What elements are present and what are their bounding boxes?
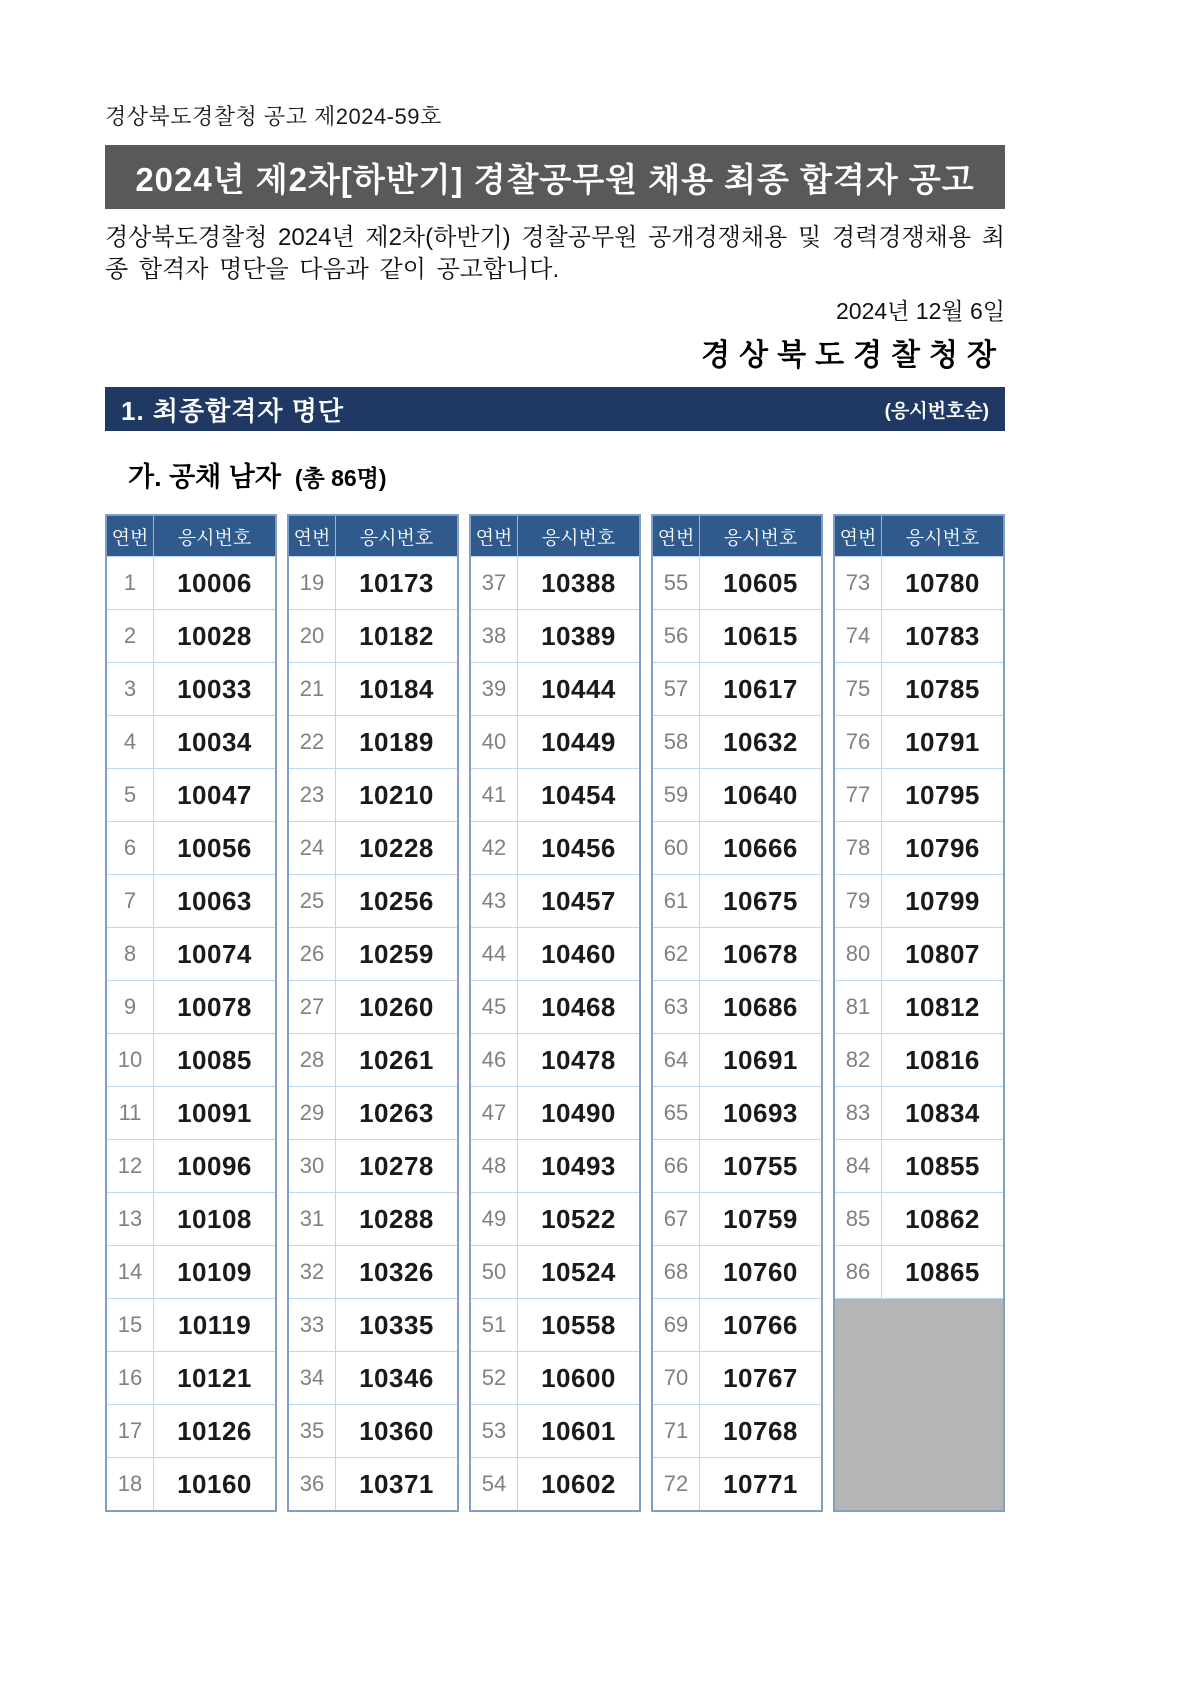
table-row [653,1192,821,1245]
serial-cell: 67 [653,1193,700,1245]
number-cell: 10834 [905,1097,980,1128]
serial-cell: 9 [107,981,154,1033]
table-row [107,768,275,821]
serial-cell: 72 [653,1458,700,1510]
table-row [107,715,275,768]
serial-cell: 25 [289,875,336,927]
number-cell: 10855 [905,1150,980,1181]
number-cell: 10288 [359,1203,434,1234]
table-row [289,1192,457,1245]
announcement-body: 경상북도경찰청 2024년 제2차(하반기) 경찰공무원 공개경쟁채용 및 경력경쟁채용 최종 합격자 명단을 다음과 같이 공고합니다. [105,224,1005,284]
serial-cell: 53 [471,1405,518,1457]
serial-cell: 26 [289,928,336,980]
column-header-serial: 연번 [107,516,154,556]
serial-cell: 17 [107,1405,154,1457]
serial-cell: 15 [107,1299,154,1351]
number-cell: 10335 [359,1309,434,1340]
column-header-serial: 연번 [835,516,882,556]
table-row [653,1457,821,1510]
serial-cell: 37 [471,557,518,609]
serial-cell: 70 [653,1352,700,1404]
table-row [653,662,821,715]
table-row [835,980,1003,1033]
serial-cell: 6 [107,822,154,874]
column-header-number: 응시번호 [359,527,434,549]
serial-cell: 3 [107,663,154,715]
serial-cell: 22 [289,716,336,768]
serial-cell: 79 [835,875,882,927]
number-cell: 10189 [359,726,434,757]
number-cell: 10256 [359,885,434,916]
table-row [471,768,639,821]
table-row [107,821,275,874]
group-table [287,514,459,1512]
number-cell: 10028 [177,620,252,651]
table-row [835,556,1003,609]
serial-cell: 11 [107,1087,154,1139]
number-cell: 10182 [359,620,434,651]
table-row [835,821,1003,874]
table-row [835,927,1003,980]
serial-cell: 52 [471,1352,518,1404]
table-row [471,821,639,874]
serial-cell: 2 [107,610,154,662]
table-row [289,874,457,927]
serial-cell: 14 [107,1246,154,1298]
number-cell: 10767 [723,1362,798,1393]
table-row [289,662,457,715]
table-row [107,1298,275,1351]
table-row [289,609,457,662]
serial-cell: 7 [107,875,154,927]
table-row [471,874,639,927]
table-row [107,1404,275,1457]
table-row [471,1192,639,1245]
number-cell: 10617 [723,673,798,704]
table-row [289,1404,457,1457]
number-cell: 10675 [723,885,798,916]
number-cell: 10771 [723,1468,798,1499]
number-cell: 10865 [905,1256,980,1287]
table-row [289,1298,457,1351]
table-row [835,662,1003,715]
group-table [833,514,1005,1512]
serial-cell: 69 [653,1299,700,1351]
table-row [289,768,457,821]
serial-cell: 61 [653,875,700,927]
number-cell: 10490 [541,1097,616,1128]
number-cell: 10034 [177,726,252,757]
subsection-count: (총 86명) [294,465,387,492]
table-row [107,927,275,980]
table-row [289,1033,457,1086]
number-cell: 10108 [177,1203,252,1234]
table-row [289,1245,457,1298]
table-row [471,1457,639,1510]
serial-cell: 75 [835,663,882,715]
serial-cell: 41 [471,769,518,821]
table-row [289,821,457,874]
notice-number: 경상북도경찰청 공고 제2024-59호 [105,104,442,129]
number-cell: 10760 [723,1256,798,1287]
table-row [471,715,639,768]
banner-title-bar [105,145,1005,209]
table-row [471,1351,639,1404]
table-row [471,556,639,609]
number-cell: 10524 [541,1256,616,1287]
number-cell: 10807 [905,938,980,969]
number-cell: 10449 [541,726,616,757]
serial-cell: 60 [653,822,700,874]
serial-cell: 32 [289,1246,336,1298]
table-row [107,1192,275,1245]
banner-title: 2024년 제2차[하반기] 경찰공무원 채용 최종 합격자 공고 [135,160,975,198]
table-row [471,1139,639,1192]
table-row [289,927,457,980]
table-row [835,874,1003,927]
table-row [835,1245,1003,1298]
table-row [107,662,275,715]
table-row [653,1139,821,1192]
table-row [653,715,821,768]
serial-cell: 86 [835,1246,882,1298]
table-row [471,1086,639,1139]
number-cell: 10259 [359,938,434,969]
section-header-bar [105,387,1005,431]
serial-cell: 73 [835,557,882,609]
serial-cell: 80 [835,928,882,980]
results-table [105,514,1005,1512]
column-header-serial: 연번 [653,516,700,556]
number-cell: 10640 [723,779,798,810]
table-row [653,1086,821,1139]
column-header-serial: 연번 [289,516,336,556]
number-cell: 10478 [541,1044,616,1075]
number-cell: 10388 [541,567,616,598]
table-row [107,1086,275,1139]
number-cell: 10085 [177,1044,252,1075]
table-row [107,1245,275,1298]
serial-cell: 1 [107,557,154,609]
serial-cell: 30 [289,1140,336,1192]
number-cell: 10601 [541,1415,616,1446]
serial-cell: 42 [471,822,518,874]
serial-cell: 82 [835,1034,882,1086]
serial-cell: 65 [653,1087,700,1139]
table-row [289,1457,457,1510]
table-row [471,927,639,980]
column-header-number: 응시번호 [541,527,616,549]
number-cell: 10121 [177,1362,252,1393]
serial-cell: 64 [653,1034,700,1086]
serial-cell: 40 [471,716,518,768]
number-cell: 10056 [177,832,252,863]
number-cell: 10184 [359,673,434,704]
number-cell: 10454 [541,779,616,810]
serial-cell: 23 [289,769,336,821]
number-cell: 10783 [905,620,980,651]
number-cell: 10796 [905,832,980,863]
serial-cell: 54 [471,1458,518,1510]
serial-cell: 34 [289,1352,336,1404]
number-cell: 10326 [359,1256,434,1287]
table-row [471,980,639,1033]
table-row [653,927,821,980]
number-cell: 10456 [541,832,616,863]
table-row [289,556,457,609]
serial-cell: 85 [835,1193,882,1245]
serial-cell: 66 [653,1140,700,1192]
number-cell: 10766 [723,1309,798,1340]
table-row [835,1139,1003,1192]
serial-cell: 20 [289,610,336,662]
number-cell: 10371 [359,1468,434,1499]
table-row [653,609,821,662]
table-header-row [289,516,457,556]
serial-cell: 10 [107,1034,154,1086]
serial-cell: 43 [471,875,518,927]
table-header-row [653,516,821,556]
table-row [471,1298,639,1351]
serial-cell: 83 [835,1087,882,1139]
section-sort-note: (응시번호순) [884,400,989,422]
number-cell: 10063 [177,885,252,916]
table-row [653,980,821,1033]
group-table [469,514,641,1512]
number-cell: 10691 [723,1044,798,1075]
subsection-title: 가. 공채 남자 [128,462,281,493]
serial-cell: 39 [471,663,518,715]
serial-cell: 47 [471,1087,518,1139]
number-cell: 10457 [541,885,616,916]
serial-cell: 84 [835,1140,882,1192]
table-row [653,768,821,821]
table-row [653,821,821,874]
number-cell: 10812 [905,991,980,1022]
number-cell: 10522 [541,1203,616,1234]
serial-cell: 68 [653,1246,700,1298]
table-row [835,1033,1003,1086]
column-header-number: 응시번호 [905,527,980,549]
number-cell: 10468 [541,991,616,1022]
table-header-row [107,516,275,556]
serial-cell: 48 [471,1140,518,1192]
serial-cell: 55 [653,557,700,609]
table-row [471,609,639,662]
serial-cell: 58 [653,716,700,768]
number-cell: 10768 [723,1415,798,1446]
serial-cell: 16 [107,1352,154,1404]
number-cell: 10755 [723,1150,798,1181]
serial-cell: 13 [107,1193,154,1245]
number-cell: 10460 [541,938,616,969]
table-row [835,768,1003,821]
number-cell: 10759 [723,1203,798,1234]
serial-cell: 50 [471,1246,518,1298]
subsection-heading [128,455,1190,494]
number-cell: 10261 [359,1044,434,1075]
number-cell: 10078 [177,991,252,1022]
table-row [107,1457,275,1510]
number-cell: 10389 [541,620,616,651]
table-row [471,1033,639,1086]
announcement-date: 2024년 12월 6일 [836,298,1005,325]
serial-cell: 29 [289,1087,336,1139]
number-cell: 10173 [359,567,434,598]
table-row [289,715,457,768]
number-cell: 10047 [177,779,252,810]
number-cell: 10119 [177,1309,252,1340]
number-cell: 10360 [359,1415,434,1446]
number-cell: 10160 [177,1468,252,1499]
serial-cell: 59 [653,769,700,821]
table-row [835,609,1003,662]
number-cell: 10346 [359,1362,434,1393]
serial-cell: 46 [471,1034,518,1086]
group-table [651,514,823,1512]
number-cell: 10109 [177,1256,252,1287]
serial-cell: 78 [835,822,882,874]
number-cell: 10602 [541,1468,616,1499]
table-row [107,1351,275,1404]
serial-cell: 77 [835,769,882,821]
number-cell: 10096 [177,1150,252,1181]
serial-cell: 19 [289,557,336,609]
serial-cell: 27 [289,981,336,1033]
serial-cell: 4 [107,716,154,768]
serial-cell: 81 [835,981,882,1033]
table-row [471,1245,639,1298]
number-cell: 10791 [905,726,980,757]
serial-cell: 57 [653,663,700,715]
table-row [107,874,275,927]
table-row [653,1245,821,1298]
number-cell: 10006 [177,567,252,598]
table-row [107,980,275,1033]
serial-cell: 28 [289,1034,336,1086]
table-row [289,980,457,1033]
number-cell: 10228 [359,832,434,863]
number-cell: 10816 [905,1044,980,1075]
number-cell: 10263 [359,1097,434,1128]
number-cell: 10785 [905,673,980,704]
column-header-number: 응시번호 [177,527,252,549]
table-row [653,1351,821,1404]
table-row [835,1192,1003,1245]
number-cell: 10074 [177,938,252,969]
group-table [105,514,277,1512]
serial-cell: 18 [107,1458,154,1510]
table-row [835,1086,1003,1139]
empty-filler-cell [835,1298,1003,1510]
serial-cell: 76 [835,716,882,768]
column-header-serial: 연번 [471,516,518,556]
table-row [653,874,821,927]
number-cell: 10493 [541,1150,616,1181]
table-row [289,1351,457,1404]
number-cell: 10558 [541,1309,616,1340]
column-header-number: 응시번호 [723,527,798,549]
serial-cell: 24 [289,822,336,874]
number-cell: 10686 [723,991,798,1022]
number-cell: 10678 [723,938,798,969]
serial-cell: 63 [653,981,700,1033]
number-cell: 10693 [723,1097,798,1128]
serial-cell: 12 [107,1140,154,1192]
number-cell: 10799 [905,885,980,916]
number-cell: 10600 [541,1362,616,1393]
number-cell: 10605 [723,567,798,598]
number-cell: 10033 [177,673,252,704]
number-cell: 10615 [723,620,798,651]
number-cell: 10795 [905,779,980,810]
number-cell: 10126 [177,1415,252,1446]
table-row [653,1033,821,1086]
number-cell: 10780 [905,567,980,598]
serial-cell: 38 [471,610,518,662]
table-row [653,556,821,609]
number-cell: 10260 [359,991,434,1022]
serial-cell: 36 [289,1458,336,1510]
serial-cell: 5 [107,769,154,821]
serial-cell: 56 [653,610,700,662]
serial-cell: 35 [289,1405,336,1457]
number-cell: 10210 [359,779,434,810]
number-cell: 10666 [723,832,798,863]
serial-cell: 49 [471,1193,518,1245]
table-row [107,1139,275,1192]
table-row [107,1033,275,1086]
serial-cell: 45 [471,981,518,1033]
table-row [653,1404,821,1457]
serial-cell: 21 [289,663,336,715]
serial-cell: 44 [471,928,518,980]
number-cell: 10862 [905,1203,980,1234]
table-row [471,1404,639,1457]
table-row [107,556,275,609]
serial-cell: 33 [289,1299,336,1351]
table-row [107,609,275,662]
number-cell: 10632 [723,726,798,757]
issuer-signature: 경상북도경찰청장 [701,339,1005,373]
table-row [289,1139,457,1192]
table-row [653,1298,821,1351]
table-row [835,715,1003,768]
number-cell: 10278 [359,1150,434,1181]
section-title: 1. 최종합격자 명단 [121,395,344,426]
table-row [471,662,639,715]
table-header-row [835,516,1003,556]
serial-cell: 74 [835,610,882,662]
number-cell: 10444 [541,673,616,704]
table-header-row [471,516,639,556]
serial-cell: 8 [107,928,154,980]
serial-cell: 51 [471,1299,518,1351]
number-cell: 10091 [177,1097,252,1128]
serial-cell: 31 [289,1193,336,1245]
table-row [289,1086,457,1139]
serial-cell: 62 [653,928,700,980]
serial-cell: 71 [653,1405,700,1457]
